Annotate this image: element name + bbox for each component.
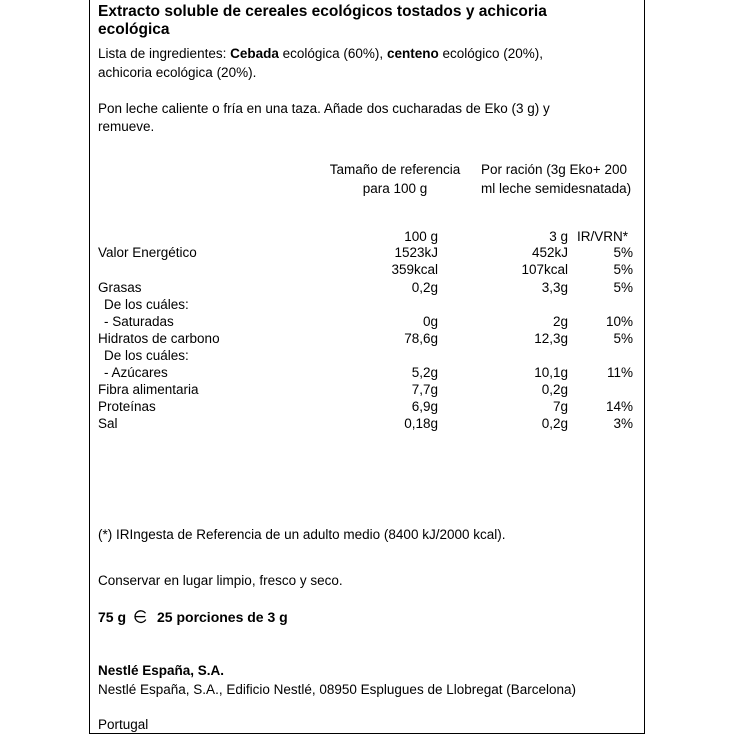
row-label: De los cuáles: <box>104 297 189 312</box>
row-value-3g: 452kJ <box>531 245 568 260</box>
instructions-line-2: remueve. <box>98 119 155 134</box>
footnote: (*) IRIngesta de Referencia de un adulto medio (8400 kJ/2000 kcal). <box>98 527 506 542</box>
ingredients-line-1 <box>98 46 543 62</box>
portions: 25 porciones de 3 g <box>157 609 288 625</box>
row-value-100g: 0,2g <box>411 280 438 295</box>
e-mark-icon <box>133 609 148 624</box>
col-100g-header-line-1: Tamaño de referencia <box>329 162 461 177</box>
row-label: Sal <box>98 416 118 431</box>
row-value-100g: 78,6g <box>404 331 438 346</box>
ingredient-cebada-rest: ecológica (60%), <box>278 46 387 61</box>
row-label: Grasas <box>98 280 142 295</box>
company-name: Nestlé España, S.A. <box>98 663 225 678</box>
col-100g-header-line-2: para 100 g <box>362 181 428 196</box>
row-value-3g: 10,1g <box>534 365 568 380</box>
row-value-100g: 1523kJ <box>394 245 438 260</box>
row-label: Proteínas <box>98 399 156 414</box>
row-value-100g: 6,9g <box>411 399 438 414</box>
row-ir: 10% <box>605 314 633 329</box>
col-ration-header-line-1: Por ración (3g Eko+ 200 <box>481 162 627 177</box>
row-label: Fibra alimentaria <box>98 382 199 397</box>
row-ir: 14% <box>605 399 633 414</box>
subhead-ir-vrn: IR/VRN* <box>577 229 629 244</box>
ingredients-line-2: achicoria ecológica (20%). <box>98 65 257 80</box>
row-value-100g: 0,18g <box>404 416 438 431</box>
row-value-100g: 7,7g <box>411 382 438 397</box>
row-value-100g: 0g <box>422 314 438 329</box>
row-ir: 11% <box>606 365 633 380</box>
row-label: De los cuáles: <box>104 348 189 363</box>
ingredient-centeno: centeno <box>386 46 439 61</box>
subhead-3g: 3 g <box>549 229 568 244</box>
row-label: - Azúcares <box>104 365 168 380</box>
row-value-100g: 5,2g <box>411 365 438 380</box>
row-label: Hidratos de carbono <box>98 331 220 346</box>
product-title-line-2: ecológica <box>98 21 170 38</box>
ingredients-prefix: Lista de ingredientes: <box>98 46 231 61</box>
row-ir: 5% <box>613 280 633 295</box>
row-ir: 5% <box>613 245 633 260</box>
row-ir: 5% <box>613 331 633 346</box>
instructions-line-1: Pon leche caliente o fría en una taza. Añade dos cucharadas de Eko (3 g) y <box>98 101 550 116</box>
row-value-3g: 3,3g <box>541 280 568 295</box>
subhead-100g: 100 g <box>404 229 438 244</box>
row-value-3g: 0,2g <box>541 382 568 397</box>
row-value-3g: 2g <box>552 314 568 329</box>
row-value-3g: 107kcal <box>521 262 568 277</box>
row-label: Valor Energético <box>98 245 197 260</box>
row-ir: 5% <box>613 262 633 277</box>
country: Portugal <box>98 717 149 732</box>
ingredient-cebada: Cebada <box>230 46 279 61</box>
storage-instructions: Conservar en lugar limpio, fresco y seco. <box>98 573 343 588</box>
col-ration-header-line-2: ml leche semidesnatada) <box>481 181 632 196</box>
net-quantity: 75 g <box>98 609 127 625</box>
row-value-100g: 359kcal <box>391 262 438 277</box>
product-title-line-1: Extracto soluble de cereales ecológicos tostados y achicoria <box>98 3 547 20</box>
company-address: Nestlé España, S.A., Edificio Nestlé, 08950 Esplugues de Llobregat (Barcelona) <box>98 682 577 697</box>
row-value-3g: 12,3g <box>534 331 568 346</box>
ingredient-centeno-rest: ecológico (20%), <box>438 46 544 61</box>
row-value-3g: 0,2g <box>541 416 568 431</box>
row-value-3g: 7g <box>552 399 568 414</box>
row-ir: 3% <box>613 416 633 431</box>
row-label: - Saturadas <box>104 314 174 329</box>
